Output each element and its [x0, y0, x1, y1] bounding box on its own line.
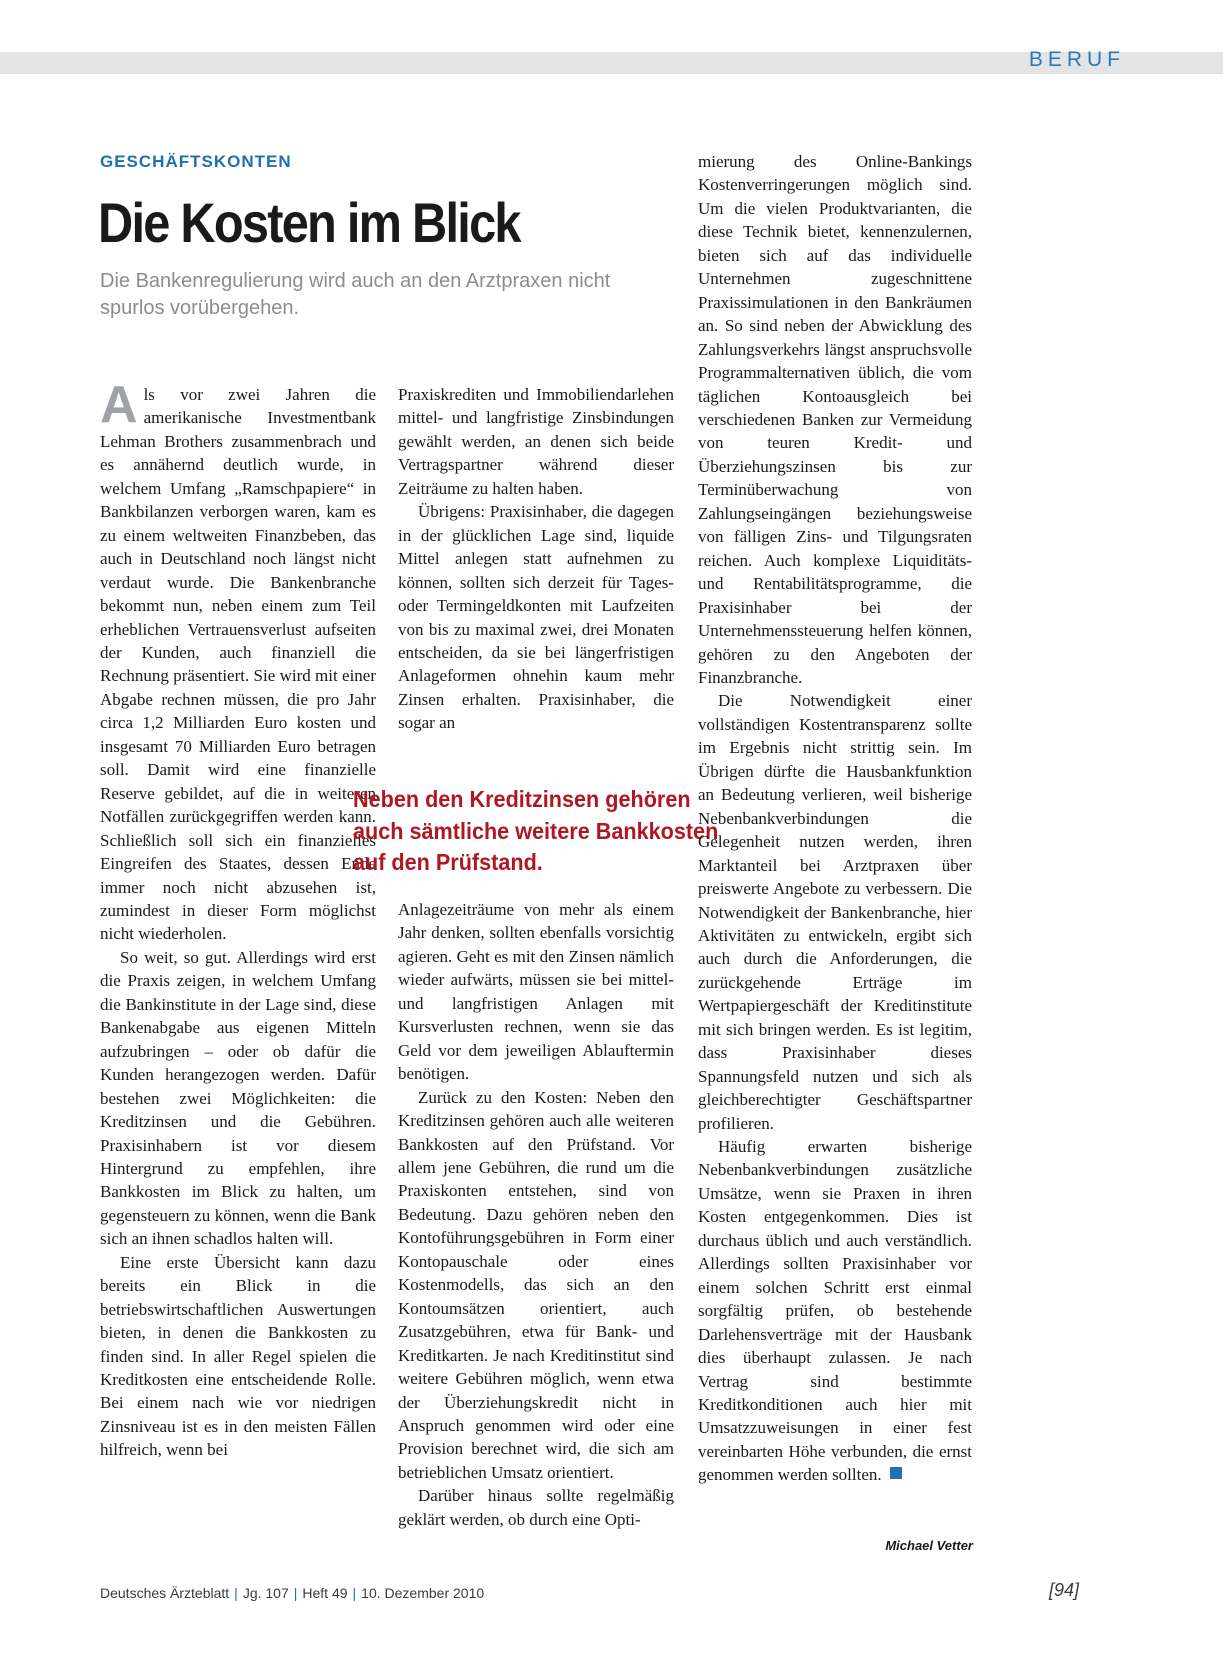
journal-issue: Heft 49	[302, 1585, 348, 1601]
journal-date: 10. Dezember 2010	[361, 1585, 485, 1601]
page-footer	[100, 1585, 484, 1601]
article-column-2-bottom	[398, 898, 674, 1531]
pull-quote: Neben den Kreditzinsen gehören auch sämtliche weitere Bankkosten auf den Prüfstand.	[353, 786, 719, 875]
footer-separator: |	[293, 1585, 298, 1601]
paragraph: Anlagezeiträume von mehr als einem Jahr denken, sollten ebenfalls vorsichtig agieren. Geht es mit den Zinsen nämlich wieder aufwärts, müssen sie bei mittel- und langfristigen Anlagen mit Kursverlusten rechnen, wenn sie das Geld vor dem jeweiligen Ablauftermin benötigen.	[398, 900, 674, 1084]
paragraph-text: ls vor zwei Jahren die amerikanische Investmentbank Lehman Brothers zusammenbrach und es annähernd deutlich wurde, in welchem Umfang „Ramschpapiere“ in Bankbilanzen verborgen waren, kam es zu einem weltweiten Finanzbeben, das auch in Deutschland noch längst nicht verdaut wurde. Die Bankenbranche bekommt nun, neben einem zum Teil erheblichen Vertrauensverlust aufseiten der Kunden, auch finanziell die Rechnung präsentiert. Sie wird mit einer Abgabe rechnen müssen, die pro Jahr circa 1,2 Milliarden Euro kosten und insgesamt 70 Milliarden Euro betragen soll. Damit wird eine finanzielle Reserve gebildet, auf die in weiteren Notfällen zurückgegriffen werden kann. Schließlich soll sich ein finanzielles Eingreifen des Staates, dessen Ende immer noch nicht abzusehen ist, zumindest in dieser Form möglichst nicht wiederholen.	[100, 385, 376, 944]
footer-separator: |	[234, 1585, 238, 1601]
paragraph	[698, 1135, 972, 1487]
paragraph-text: Häufig erwarten bisherige Nebenbankverbindungen zusätzliche Umsätze, wenn sie Praxen in ihren Kosten entgegenkommen. Dies ist durchaus üblich und auch verständlich. Allerdings sollten Praxisinhaber vor einem solchen Schritt erst einmal sorgfältig prüfen, ob bestehende Darlehensverträge mit der Hausbank dies überhaupt zulassen. Je nach Vertrag sind bestimmte Kreditkonditionen auch hier mit Umsatzzuweisungen in einer fest vereinbarten Höhe verbunden, die ernst genommen werden sollten.	[698, 1137, 972, 1485]
journal-name: Deutsches Ärzteblatt	[100, 1585, 230, 1601]
article-column-1	[100, 376, 376, 1462]
article-title: Die Kosten im Blick	[98, 191, 520, 254]
paragraph: Übrigens: Praxisinhaber, die dagegen in der glücklichen Lage sind, liquide Mittel anlegen statt aufnehmen zu können, sollten sich derzeit für Tages- oder Termingeldkonten mit Laufzeiten von bis zu maximal zwei, drei Monaten entscheiden, da sie bei längerfristigen Anlageformen ohnehin kaum mehr Zinsen erhalten. Praxisinhaber, die sogar an	[398, 502, 674, 733]
article-column-3	[698, 150, 972, 1487]
dropcap: A	[100, 376, 138, 434]
article-subtitle: Die Bankenregulierung wird auch an den Arztpraxen nicht spurlos vorübergehen.	[100, 270, 611, 319]
end-mark-icon	[890, 1467, 902, 1479]
section-label: BERUF	[1028, 48, 1125, 71]
page-number: [94]	[1048, 1580, 1079, 1600]
journal-volume: Jg. 107	[242, 1585, 289, 1601]
paragraph: mierung des Online-Bankings Kostenverringerungen möglich sind. Um die vielen Produktvarianten, die diese Technik bietet, kennenzulernen, bieten sich auf das individuelle Unternehmen zugeschnittene Praxissimulationen in den Bankräumen an. So sind neben der Abwicklung des Zahlungsverkehrs längst anspruchsvolle Programmalternativen üblich, die vom täglichen Kontoausgleich bei verschiedenen Banken zur Vermeidung von teuren Kredit- und Überziehungszinsen bis zur Terminüberwachung von Zahlungseingängen beziehungsweise von fälligen Zins- und Tilgungsraten reichen. Auch komplexe Liquiditäts- und Rentabilitätsprogramme, die Praxisinhaber bei der Unternehmenssteuerung helfen können, gehören zu den Angeboten der Finanzbranche.	[698, 152, 972, 687]
paragraph: Praxiskrediten und Immobiliendarlehen mittel- und langfristige Zinsbindungen gewählt werden, an denen sich beide Vertragspartner während dieser Zeiträume zu halten haben.	[398, 385, 674, 498]
paragraph: So weit, so gut. Allerdings wird erst die Praxis zeigen, in welchem Umfang die Bankinstitute in der Lage sind, diese Bankenabgabe aus eigenen Mitteln aufzubringen – oder ob dafür die Kunden herangezogen werden. Dafür bestehen zwei Möglichkeiten: die Kreditzinsen und die Gebühren. Praxisinhabern ist vor diesem Hintergrund zu empfehlen, ihre Bankkosten im Blick zu halten, um gegensteuern zu können, wenn die Bank sich an ihnen schadlos halten will.	[100, 947, 376, 1249]
footer-separator: |	[352, 1585, 357, 1601]
paragraph	[100, 376, 376, 946]
paragraph-text: Die Notwendigkeit einer vollständigen Kostentransparenz sollte im Ergebnis nicht strittig sein. Im Übrigen dürfte die Hausbankfunktion an Bedeutung verlieren, weil bisherige Nebenbankverbindungen die Gelegenheit nutzen werden, ihren Marktanteil bei Arztpraxen über preiswerte Angebote zu verbessern. Die Notwendigkeit der Bankenbranche, hier Aktivitäten zu entwickeln, ergibt sich auch durch die Anforderungen, die zurückgehende Erträge im Wertpapiergeschäft der Kreditinstitute mit sich bringen werden. Es ist legitim, dass Praxisinhaber dieses Spannungsfeld nutzen und sich als gleichberechtigter Geschäftspartner profilieren.	[698, 691, 972, 1133]
paragraph	[698, 689, 972, 1135]
article-author: Michael Vetter	[885, 1538, 973, 1553]
paragraph: Darüber hinaus sollte regelmäßig geklärt werden, ob durch eine Opti-	[398, 1486, 674, 1529]
article-kicker: GESCHÄFTSKONTEN	[100, 152, 292, 171]
paragraph: Eine erste Übersicht kann dazu bereits ein Blick in die betriebswirtschaftlichen Auswertungen bieten, in denen die Bankkosten zu finden sind. In aller Regel spielen die Kreditkosten eine entscheidende Rolle. Bei einem nach wie vor niedrigen Zinsniveau ist es in den meisten Fällen hilfreich, wenn bei	[100, 1252, 376, 1460]
paragraph: Zurück zu den Kosten: Neben den Kreditzinsen gehören auch alle weiteren Bankkosten auf den Prüfstand. Vor allem jene Gebühren, die rund um die Praxiskonten entstehen, sind von Bedeutung. Dazu gehören neben den Kontoführungsgebühren in Form einer Kontopauschale oder eines Kostenmodells, das sich an den Kontoumsätzen orientiert, auch Zusatzgebühren, etwa für Bank- und Kreditkarten. Je nach Kreditinstitut sind weitere Gebühren möglich, wenn etwa der Überziehungskredit nicht in Anspruch genommen wird oder eine Provision berechnet wird, die sich am betrieblichen Umsatz orientiert.	[398, 1087, 674, 1482]
article-column-2-top	[398, 383, 674, 735]
